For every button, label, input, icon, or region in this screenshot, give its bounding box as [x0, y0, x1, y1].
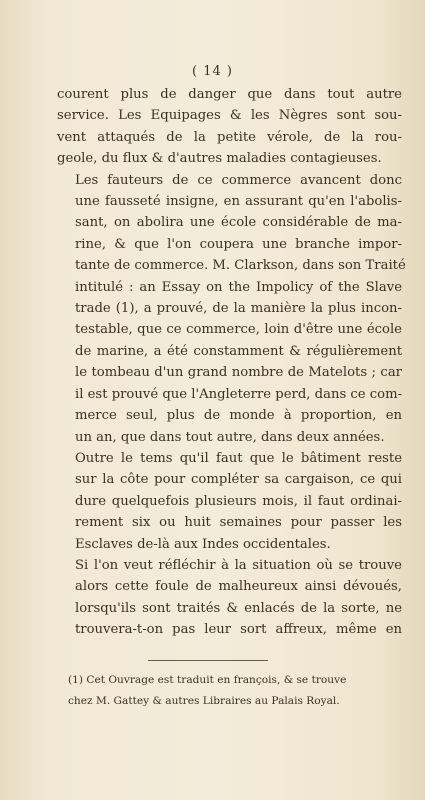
text-line: un an, que dans tout autre, dans deux années. [75, 429, 385, 445]
paragraph [57, 170, 406, 448]
text-line: rement six ou huit semaines pour passer les [75, 515, 402, 531]
footnote-line: chez M. Gattey & autres Libraires au Palais Royal. [68, 695, 340, 707]
text-line: sant, on abolira une école considérable de ma- [75, 215, 402, 231]
paragraph [57, 555, 402, 641]
footnote [68, 670, 398, 712]
footnote-divider [148, 660, 268, 661]
text-line: le tombeau d'un grand nombre de Matelots ; car [75, 365, 402, 381]
footnote-line: (1) Cet Ouvrage est traduit en françois, & se trouve [68, 674, 347, 686]
text-line: trade (1), a prouvé, de la manière la plus incon- [75, 301, 402, 317]
body-text [57, 84, 406, 641]
text-line: testable, que ce commerce, loin d'être une école [75, 322, 402, 338]
text-line: Esclaves de-là aux Indes occidentales. [75, 536, 331, 552]
text-line: Outre le tems qu'il faut que le bâtiment reste [75, 450, 402, 466]
page-number-close: ) [226, 64, 233, 79]
text-line: rine, & que l'on coupera une branche impor- [75, 236, 402, 252]
text-line: Les fauteurs de ce commerce avancent donc [75, 172, 402, 188]
page-number [0, 64, 425, 79]
text-line: trouvera-t-on pas leur sort affreux, même en [75, 622, 402, 638]
paragraph [57, 448, 402, 555]
page-number-value: 14 [203, 64, 222, 79]
text-line: lorsqu'ils sont traités & enlacés de la sorte, ne [75, 600, 402, 616]
text-line: geole, du flux & d'autres maladies contagieuses. [57, 151, 382, 167]
page-number-open: ( [192, 64, 199, 79]
text-line: sur la côte pour compléter sa cargaison, ce qui [75, 472, 402, 488]
text-line: dure quelquefois plusieurs mois, il faut ordinai- [75, 493, 402, 509]
text-line: de marine, a été constamment & régulièrement [75, 343, 402, 359]
text-line: alors cette foule de malheureux ainsi dévoués, [75, 579, 402, 595]
text-line: il est prouvé que l'Angleterre perd, dans ce com- [75, 386, 403, 402]
text-line: intitulé : an Essay on the Impolicy of the Slave [75, 279, 402, 295]
text-line: une fausseté insigne, en assurant qu'en l'abolis- [75, 194, 402, 210]
text-line: vent attaqués de la petite vérole, de la rou- [57, 129, 402, 145]
text-line: tante de commerce. M. Clarkson, dans son Traité [75, 258, 406, 274]
text-line: merce seul, plus de monde à proportion, en [75, 408, 402, 424]
text-line: Si l'on veut réfléchir à la situation où se trouve [75, 557, 402, 573]
text-line: courent plus de danger que dans tout autre [57, 87, 402, 102]
text-line: service. Les Equipages & les Nègres sont sou- [57, 108, 402, 124]
paragraph [57, 84, 402, 170]
